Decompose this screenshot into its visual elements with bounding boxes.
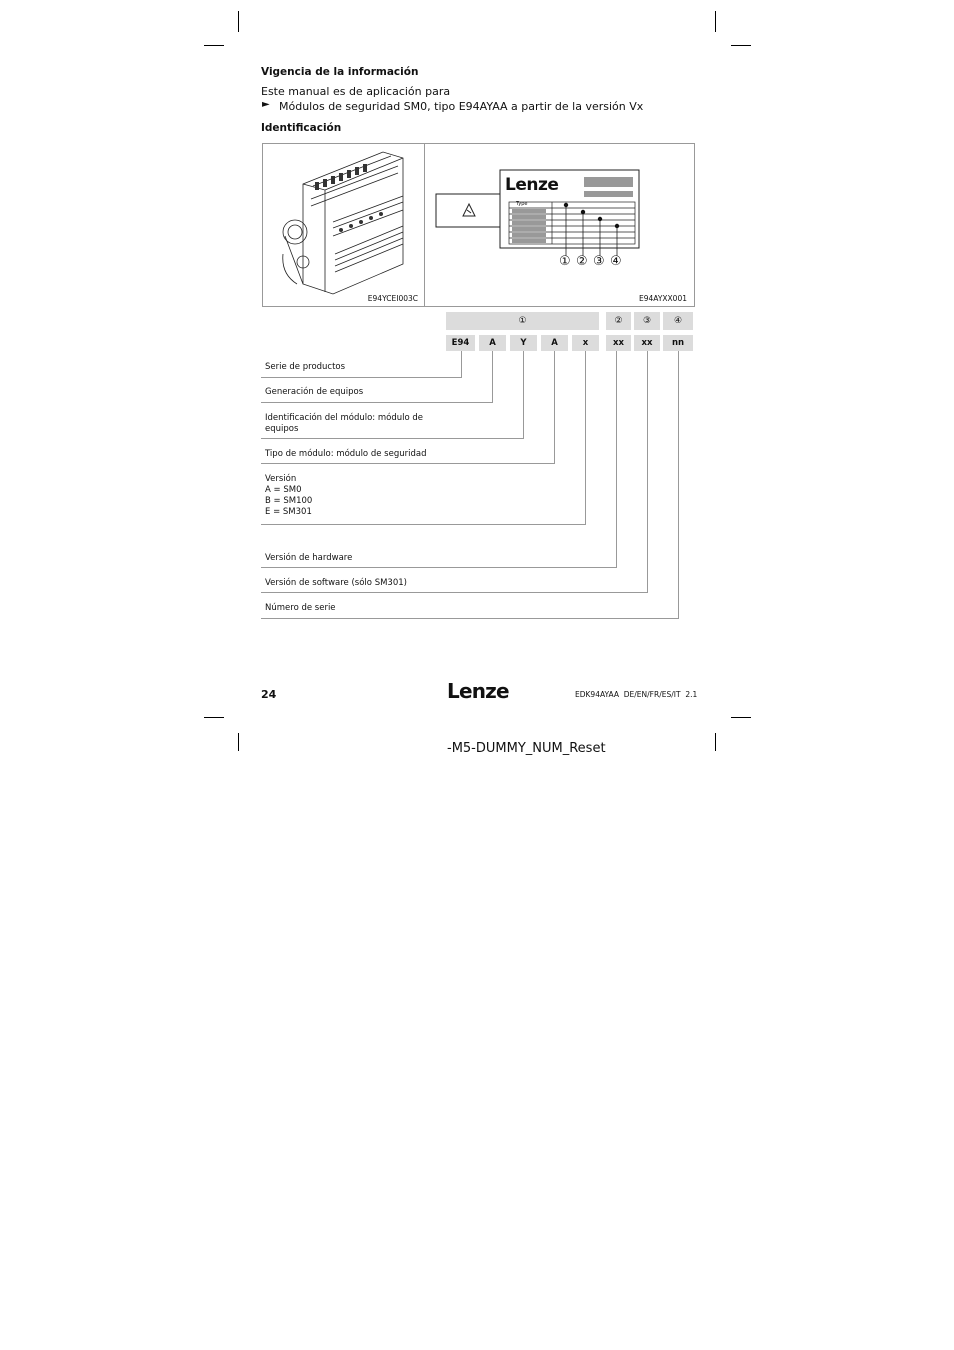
label-module-type: Tipo de módulo: módulo de seguridad [265, 449, 427, 459]
connector-line [492, 351, 493, 403]
label-serial-number: Número de serie [265, 603, 336, 613]
connector-line [585, 351, 586, 525]
device-illustration [263, 144, 424, 306]
code-part-e94: E94 [446, 335, 475, 351]
nameplate-marker-3: ③ [593, 254, 605, 269]
code-header-1: ① [446, 312, 599, 330]
code-part-serial: nn [663, 335, 693, 351]
label-underline [261, 592, 648, 593]
label-software-version: Versión de software (sólo SM301) [265, 578, 407, 588]
footer-logo: Lenze [447, 679, 509, 703]
device-figure [262, 143, 425, 307]
label-product-series: Serie de productos [265, 362, 346, 372]
code-header-3: ③ [634, 312, 660, 330]
nameplate-marker-1: ① [559, 254, 571, 269]
label-module-identification: Identificación del módulo: módulo de equipos [265, 413, 424, 434]
nameplate-type-label: Type [516, 201, 528, 207]
nameplate-logo: Lenze [505, 175, 559, 195]
crop-mark [731, 45, 751, 46]
crop-mark [715, 733, 716, 751]
crop-mark [731, 717, 751, 718]
nameplate-marker-4: ④ [610, 254, 622, 269]
crop-mark [204, 717, 224, 718]
connector-line [461, 351, 462, 378]
label-device-generation: Generación de equipos [265, 387, 364, 397]
figure-right-caption: E94AYXX001 [638, 294, 687, 303]
code-part-generation: A [479, 335, 506, 351]
code-part-sw: xx [634, 335, 660, 351]
code-header-2: ② [606, 312, 631, 330]
label-underline [261, 377, 462, 378]
connector-line [523, 351, 524, 439]
bullet-text: Módulos de seguridad SM0, tipo E94AYAA a partir de la versión Vx [279, 100, 644, 113]
label-version: Versión A = SM0 B = SM100 E = SM301 [265, 474, 313, 517]
code-header-4: ④ [663, 312, 693, 330]
label-underline [261, 618, 679, 619]
label-underline [261, 438, 524, 439]
bullet-marker: ► [262, 99, 270, 110]
intro-text: Este manual es de aplicación para [261, 85, 451, 98]
code-part-module-id: Y [510, 335, 537, 351]
crop-mark [204, 45, 224, 46]
code-part-version: x [572, 335, 599, 351]
code-part-hw: xx [606, 335, 631, 351]
label-underline [261, 402, 493, 403]
stamp-text: -M5-DUMMY_NUM_Reset [447, 741, 606, 756]
label-underline [261, 463, 555, 464]
page-number: 24 [261, 688, 277, 701]
section-title: Vigencia de la información [261, 66, 419, 78]
connector-line [647, 351, 648, 593]
nameplate-marker-2: ② [576, 254, 588, 269]
figure-left-caption: E94YCEI003C [367, 294, 418, 303]
label-underline [261, 567, 617, 568]
identification-title: Identificación [261, 122, 342, 134]
nameplate-figure [424, 143, 695, 307]
label-underline [261, 524, 586, 525]
code-part-module-type: A [541, 335, 568, 351]
crop-mark [715, 11, 716, 32]
connector-line [616, 351, 617, 568]
crop-mark [238, 733, 239, 751]
doc-id: EDK94AYAA DE/EN/FR/ES/IT 2.1 [575, 690, 698, 699]
label-hardware-version: Versión de hardware [265, 553, 353, 563]
crop-mark [238, 11, 239, 32]
connector-line [554, 351, 555, 464]
connector-line [678, 351, 679, 619]
nameplate-illustration [425, 144, 694, 306]
